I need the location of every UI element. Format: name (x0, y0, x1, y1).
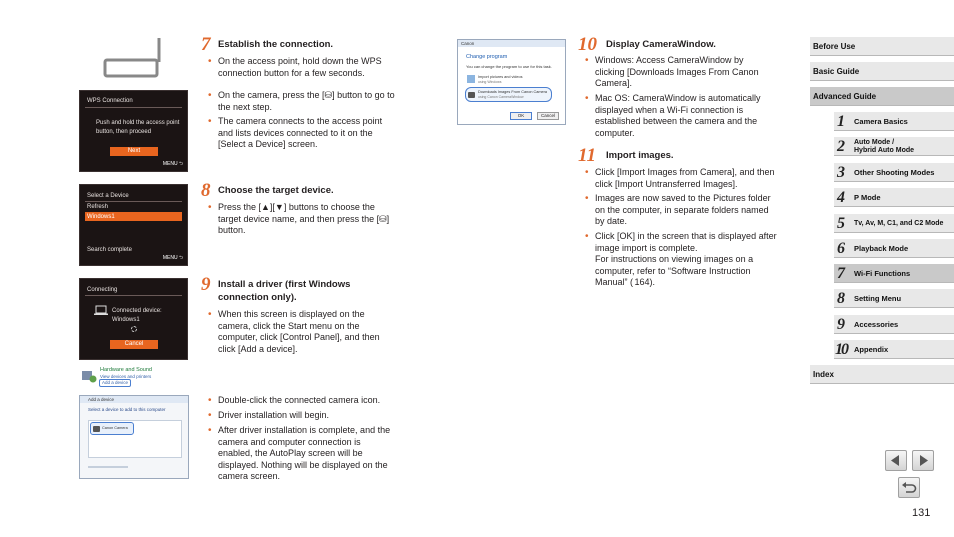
step-bullet: • Click [Import Images from Camera], and then click [Import Untransferred Images]. (585, 167, 781, 190)
chapter-label: Wi-Fi Functions (854, 269, 911, 278)
window-subtext: You can change the program to use for this task. (466, 64, 552, 69)
step-number: 9 (201, 274, 211, 295)
step-number: 8 (201, 180, 211, 201)
screen-title: Connecting (87, 287, 118, 293)
step-title: connection only). (218, 292, 297, 303)
previous-page-button[interactable] (885, 450, 907, 471)
chapter-label: Appendix (854, 345, 889, 354)
chapter-number: 9 (837, 316, 845, 333)
step-number: 7 (201, 34, 211, 55)
window-prompt: Select a device to add to this computer (88, 407, 166, 412)
chapter-label: Auto Mode / Hybrid Auto Mode (854, 138, 915, 154)
change-program-window (457, 39, 566, 125)
nav-advanced-guide[interactable]: Advanced Guide (810, 87, 954, 106)
chapter-label: Camera Basics (854, 117, 908, 126)
step-bullet: • Images are now saved to the Pictures folder on the computer, in separate folders named by date. (585, 193, 771, 228)
step-title: Install a driver (first Windows (218, 279, 351, 290)
chapter-appendix[interactable] (834, 340, 954, 359)
chapter-label: Other Shooting Modes (854, 168, 935, 177)
loading-spinner-icon (131, 326, 137, 332)
window-title: Canon (461, 41, 475, 46)
camera-screen-wps (79, 90, 188, 172)
camera-screen-select-device (79, 184, 188, 266)
step-number: 10 (578, 34, 597, 55)
page-number: 131 (912, 507, 931, 519)
chapter-number: 5 (837, 215, 845, 232)
arrow-right-icon (912, 450, 934, 471)
chapter-camera-basics[interactable] (834, 112, 954, 131)
arrow-left-icon (885, 450, 907, 471)
cancel-button: Cancel (537, 112, 559, 120)
step-bullet: • Driver installation will begin. (208, 410, 398, 422)
step-title: Display CameraWindow. (606, 39, 716, 50)
nav-basic-guide[interactable]: Basic Guide (810, 62, 954, 81)
menu-return-label: MENU ⮌ (162, 161, 183, 167)
chapter-accessories[interactable] (834, 315, 954, 334)
step-bullet: • On the camera, press the [⛁] button to go to the next step. (208, 90, 398, 113)
step-bullet: • The camera connects to the access point and lists devices connected to it on the [Select a Device] screen. (208, 116, 398, 151)
chapter-label: Setting Menu (854, 294, 902, 303)
search-status: Search complete (87, 247, 133, 253)
step-number: 11 (578, 145, 596, 166)
option-canon-label: Downloads Images From Canon Camera (478, 90, 548, 94)
camera-icon (93, 426, 100, 432)
ok-button: OK (510, 112, 532, 120)
canon-camera-icon (468, 92, 475, 98)
step-bullet: • After driver installation is complete, and the camera and computer connection is enabled, the AutoPlay screen will be displayed. Nothing will be displayed on the camera screen. (208, 425, 392, 483)
step-bullet: • On the access point, hold down the WPS connection button for a few seconds. (208, 56, 398, 79)
device-name: Windows1 (87, 214, 115, 220)
screen-message: button, then proceed (96, 129, 152, 135)
nav-before-use[interactable]: Before Use (810, 37, 954, 56)
chapter-number: 8 (837, 290, 845, 307)
camera-device-tile (90, 422, 134, 435)
step-bullet: • Mac OS: CameraWindow is automatically displayed when a Wi-Fi connection is established between the camera and the computer. (585, 93, 781, 139)
chapter-setting-menu[interactable] (834, 289, 954, 308)
return-button[interactable] (898, 477, 920, 498)
chapter-label: Playback Mode (854, 244, 909, 253)
cancel-button: Cancel (110, 340, 158, 349)
step-bullet: • Double-click the connected camera icon. (208, 395, 398, 407)
step-bullet: • Click [OK] in the screen that is displayed after image import is complete. (585, 231, 781, 254)
nav-index[interactable]: Index (810, 365, 954, 384)
chapter-number: 1 (837, 113, 845, 130)
window-title: Add a device (88, 397, 115, 402)
add-device-window (79, 395, 189, 479)
step-bullet: • Press the [▲][▼] buttons to choose the target device name, and then press the [⛁] button. (208, 202, 398, 237)
access-point-illustration (103, 38, 165, 80)
chapter-label: Tv, Av, M, C1, and C2 Mode (854, 220, 944, 227)
option-canon-selected (465, 87, 552, 102)
option-import-windows: Import pictures and videos (478, 75, 523, 79)
chapter-label: Accessories (854, 320, 899, 329)
chapter-label: P Mode (854, 193, 881, 202)
menu-return-label: MENU ⮌ (162, 255, 183, 261)
chapter-auto-mode[interactable] (834, 137, 954, 156)
chapter-number: 6 (837, 240, 845, 257)
step-bullet: • Windows: Access CameraWindow by clicking [Downloads Images From Canon Camera]. (585, 55, 761, 90)
device-list-item: Refresh (87, 204, 109, 210)
connected-label: Connected device: (112, 308, 162, 314)
hardware-sound-heading: Hardware and Sound (100, 367, 152, 373)
step-title: Choose the target device. (218, 185, 334, 196)
screen-title: Select a Device (87, 193, 129, 199)
computer-icon (94, 305, 108, 316)
screen-title: WPS Connection (87, 98, 133, 104)
chapter-number: 2 (837, 138, 845, 155)
next-button: Next (110, 147, 158, 156)
window-footer-line (88, 466, 128, 468)
hardware-sound-icon (81, 368, 97, 384)
camera-screen-connecting (79, 278, 188, 360)
windows-photo-icon (467, 75, 475, 83)
next-page-button[interactable] (912, 450, 934, 471)
step-title: Establish the connection. (218, 39, 334, 50)
chapter-p-mode[interactable] (834, 188, 954, 207)
chapter-tv-av-m-modes[interactable] (834, 214, 954, 233)
chapter-wifi-functions[interactable] (834, 264, 954, 283)
view-devices-link: View devices and printers (100, 374, 152, 379)
step-bullet-continuation: For instructions on viewing images on a computer, refer to “Software Instruction Manual” ( 164). (595, 254, 754, 287)
chapter-number: 4 (837, 189, 845, 206)
step-title: Import images. (606, 150, 674, 161)
chapter-number: 7 (837, 265, 845, 282)
option-subtext: using Windows (478, 80, 502, 84)
add-device-link: Add a device (99, 379, 131, 387)
chapter-number: 3 (837, 164, 845, 181)
chapter-playback-mode[interactable] (834, 239, 954, 258)
camera-device-name: Canon Camera (102, 426, 128, 430)
control-panel-snippet (79, 366, 189, 388)
option-subtext: using Canon CameraWindow (478, 95, 524, 99)
window-heading: Change program (466, 54, 508, 60)
chapter-other-shooting-modes[interactable] (834, 163, 954, 182)
screen-message: Push and hold the access point (96, 120, 180, 126)
chapter-number: 10 (835, 341, 847, 358)
return-arrow-icon (898, 477, 920, 498)
step-bullet: • When this screen is displayed on the camera, click the Start menu on the computer, click [Control Panel], and then click [Add a device]. (208, 309, 398, 355)
connected-device: Windows1 (112, 317, 140, 323)
